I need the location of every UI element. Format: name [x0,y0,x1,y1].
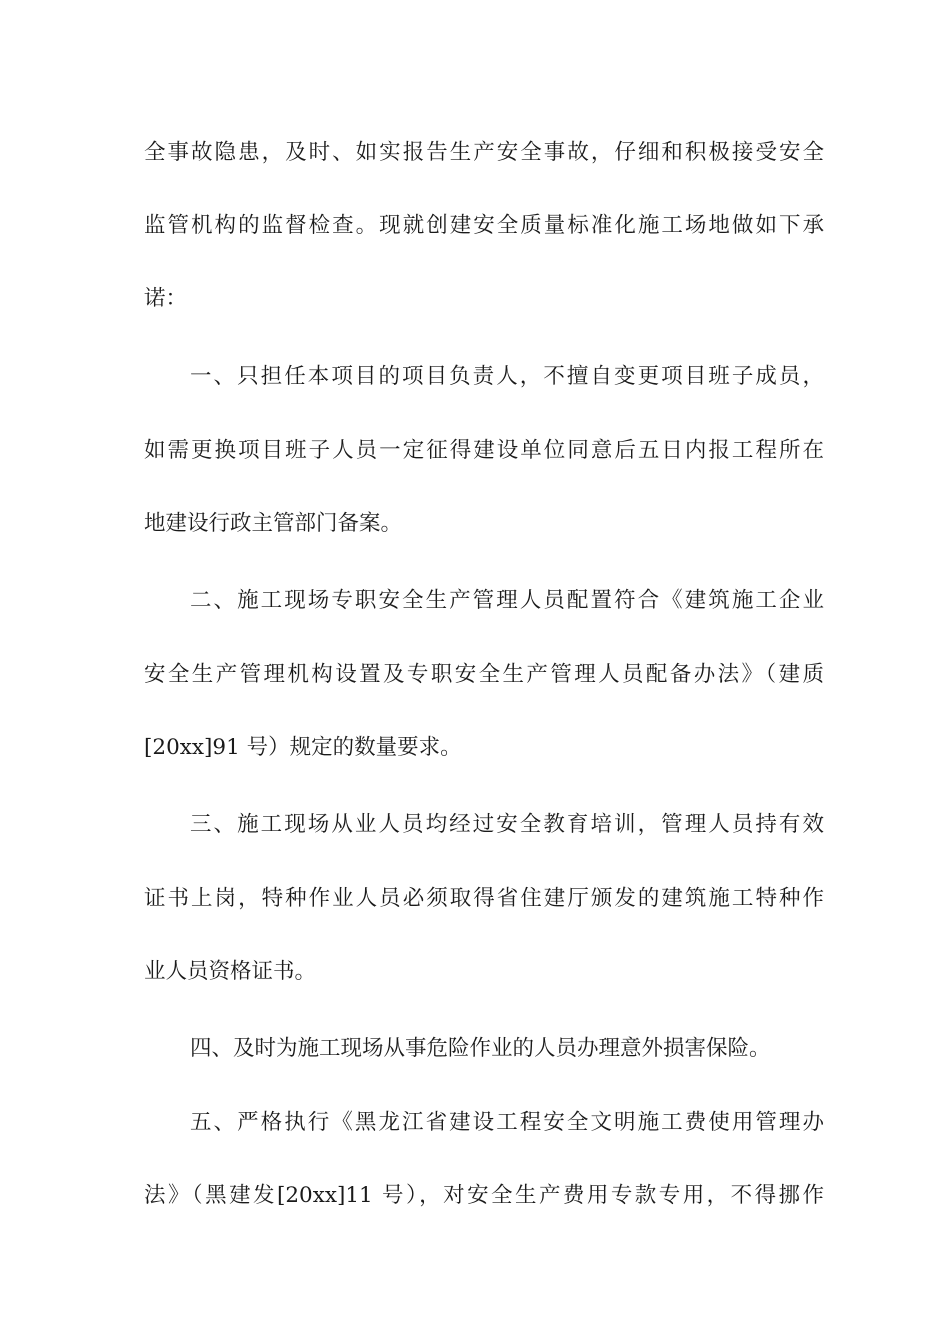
text-line: [20xx]91 号）规定的数量要求。 [144,735,462,760]
text-line: 证书上岗，特种作业人员必须取得省住建厅颁发的建筑施工特种作 [144,886,824,911]
text-line: 诺： [144,286,188,311]
paragraph-first-line: 五、严格执行《黑龙江省建设工程安全文明施工费使用管理办 [190,1110,824,1135]
text-line: 法》（黑建发[20xx]11 号），对安全生产费用专款专用，不得挪作 [144,1183,824,1208]
text-line: 地建设行政主管部门备案。 [144,511,403,536]
text-line: 全事故隐患，及时、如实报告生产安全事故，仔细和积极接受安全 [144,140,824,165]
text-line: 监管机构的监督检查。现就创建安全质量标准化施工场地做如下承 [144,213,824,238]
paragraph-first-line: 三、施工现场从业人员均经过安全教育培训，管理人员持有效 [190,812,824,837]
text-line: 安全生产管理机构设置及专职安全生产管理人员配备办法》（建质 [144,662,824,687]
paragraph-first-line: 一、只担任本项目的项目负责人，不擅自变更项目班子成员， [190,364,824,389]
paragraph-first-line: 四、及时为施工现场从事危险作业的人员办理意外损害保险。 [190,1036,771,1061]
text-line: 业人员资格证书。 [144,959,317,984]
text-line: 如需更换项目班子人员一定征得建设单位同意后五日内报工程所在 [144,438,824,463]
paragraph-first-line: 二、施工现场专职安全生产管理人员配置符合《建筑施工企业 [190,588,824,613]
